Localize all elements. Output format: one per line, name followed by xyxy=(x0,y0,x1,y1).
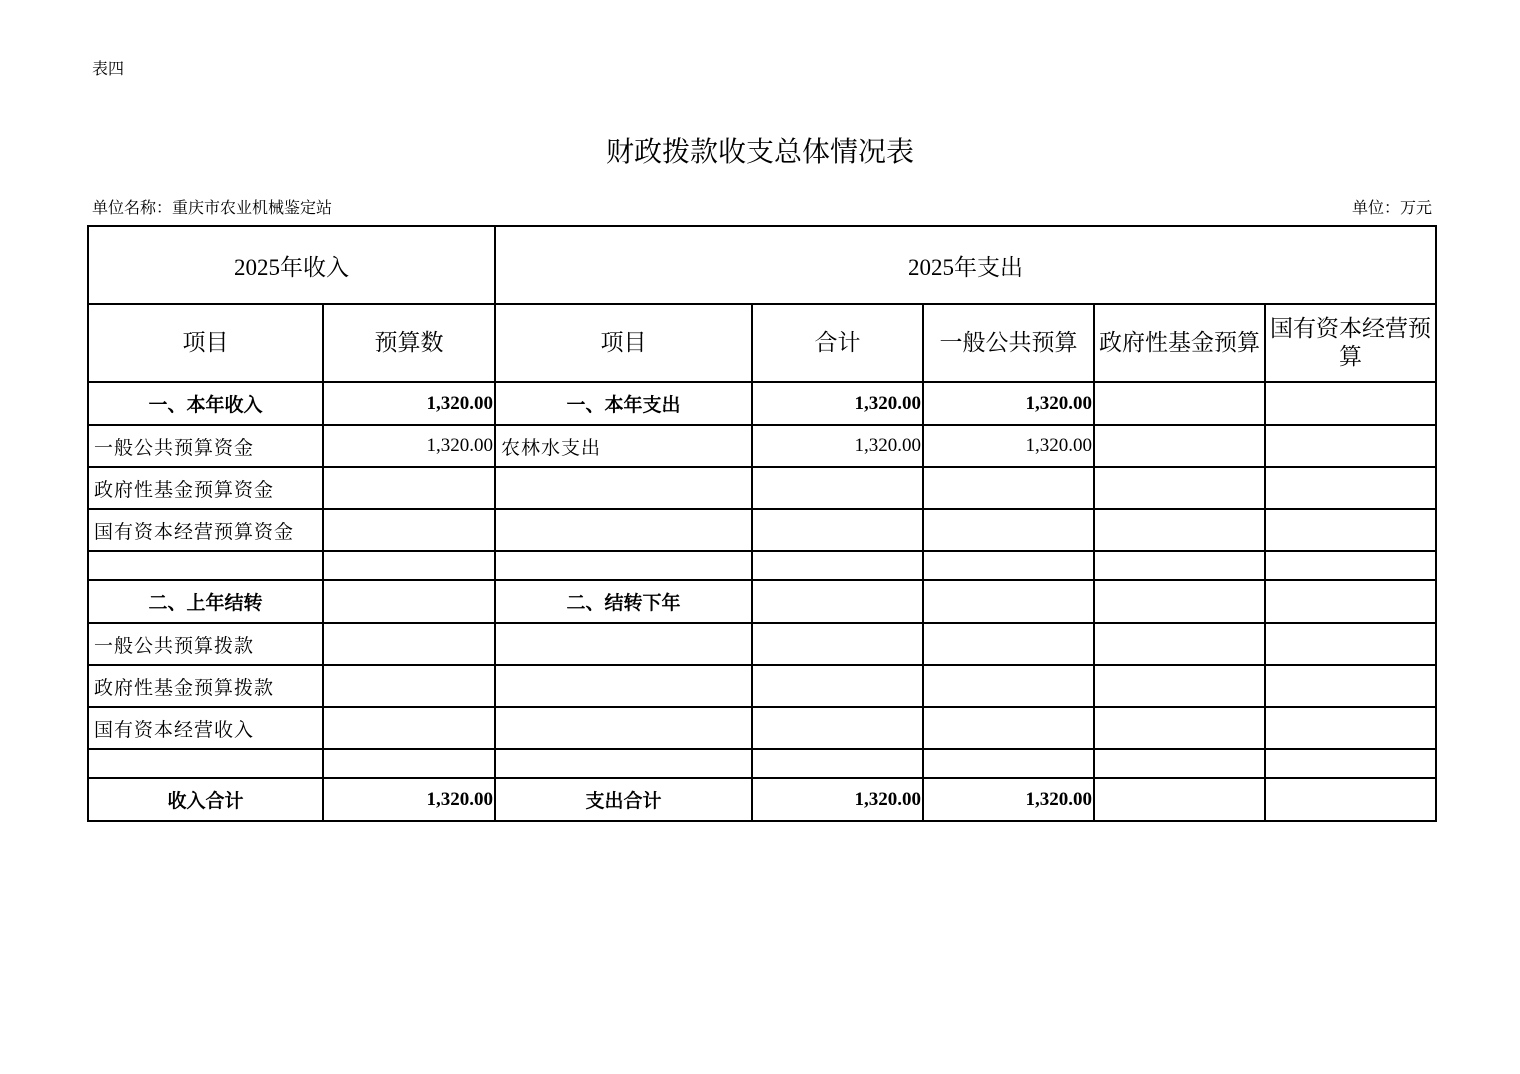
expense-item: 一、本年支出 xyxy=(495,382,752,425)
income-budget xyxy=(323,707,495,749)
table-number: 表四 xyxy=(92,61,125,78)
expense-item: 支出合计 xyxy=(495,778,752,821)
income-budget xyxy=(323,623,495,665)
col-income-budget: 预算数 xyxy=(323,304,495,382)
expense-gov-fund xyxy=(1094,707,1265,749)
income-budget xyxy=(323,467,495,509)
expense-item: 农林水支出 xyxy=(495,425,752,467)
col-income-item: 项目 xyxy=(88,304,323,382)
expense-item xyxy=(495,665,752,707)
table-row xyxy=(88,707,1436,749)
expense-header: 2025年支出 xyxy=(495,226,1436,304)
expense-general xyxy=(923,749,1094,778)
expense-total xyxy=(752,749,923,778)
expense-state-capital xyxy=(1265,509,1436,551)
income-header: 2025年收入 xyxy=(88,226,495,304)
expense-state-capital xyxy=(1265,382,1436,425)
expense-total: 1,320.00 xyxy=(752,425,923,467)
expense-state-capital xyxy=(1265,778,1436,821)
table-row xyxy=(88,425,1436,467)
budget-table xyxy=(87,225,1437,822)
expense-general xyxy=(923,551,1094,580)
total-row xyxy=(88,778,1436,821)
expense-total xyxy=(752,665,923,707)
expense-state-capital xyxy=(1265,425,1436,467)
income-item: 国有资本经营收入 xyxy=(88,707,323,749)
income-budget xyxy=(323,509,495,551)
income-budget xyxy=(323,551,495,580)
income-item: 二、上年结转 xyxy=(88,580,323,623)
table-row xyxy=(88,749,1436,778)
income-budget: 1,320.00 xyxy=(323,382,495,425)
expense-item xyxy=(495,623,752,665)
expense-gov-fund xyxy=(1094,749,1265,778)
unit-name xyxy=(92,195,332,218)
expense-state-capital xyxy=(1265,749,1436,778)
expense-gov-fund xyxy=(1094,382,1265,425)
income-budget xyxy=(323,749,495,778)
currency-unit xyxy=(1352,195,1432,218)
income-item: 一般公共预算拨款 xyxy=(88,623,323,665)
expense-gov-fund xyxy=(1094,509,1265,551)
expense-total xyxy=(752,509,923,551)
income-budget xyxy=(323,580,495,623)
expense-gov-fund xyxy=(1094,665,1265,707)
expense-gov-fund xyxy=(1094,467,1265,509)
col-expense-item: 项目 xyxy=(495,304,752,382)
income-item xyxy=(88,749,323,778)
expense-state-capital xyxy=(1265,665,1436,707)
expense-general: 1,320.00 xyxy=(923,778,1094,821)
table-row xyxy=(88,623,1436,665)
header-row-2 xyxy=(88,304,1436,382)
expense-general xyxy=(923,509,1094,551)
income-item: 收入合计 xyxy=(88,778,323,821)
expense-item xyxy=(495,551,752,580)
expense-general xyxy=(923,580,1094,623)
expense-total xyxy=(752,707,923,749)
income-item: 政府性基金预算资金 xyxy=(88,467,323,509)
expense-state-capital xyxy=(1265,551,1436,580)
table-row xyxy=(88,551,1436,580)
currency-unit-label: 单位： xyxy=(1351,200,1400,217)
expense-gov-fund xyxy=(1094,425,1265,467)
col-gov-fund-budget: 政府性基金预算 xyxy=(1094,304,1265,382)
expense-total: 1,320.00 xyxy=(752,778,923,821)
income-budget: 1,320.00 xyxy=(323,425,495,467)
expense-gov-fund xyxy=(1094,623,1265,665)
table-row xyxy=(88,665,1436,707)
expense-general: 1,320.00 xyxy=(923,425,1094,467)
expense-general xyxy=(923,623,1094,665)
income-item: 一般公共预算资金 xyxy=(88,425,323,467)
income-budget xyxy=(323,665,495,707)
expense-general xyxy=(923,467,1094,509)
header-row-1 xyxy=(88,226,1436,304)
expense-gov-fund xyxy=(1094,551,1265,580)
col-state-capital-budget: 国有资本经营预算 xyxy=(1265,304,1436,382)
expense-state-capital xyxy=(1265,623,1436,665)
col-general-budget: 一般公共预算 xyxy=(923,304,1094,382)
table-row xyxy=(88,467,1436,509)
income-item xyxy=(88,551,323,580)
expense-total xyxy=(752,580,923,623)
expense-total xyxy=(752,551,923,580)
income-item: 一、本年收入 xyxy=(88,382,323,425)
expense-state-capital xyxy=(1265,467,1436,509)
income-budget: 1,320.00 xyxy=(323,778,495,821)
expense-gov-fund xyxy=(1094,580,1265,623)
income-item: 政府性基金预算拨款 xyxy=(88,665,323,707)
expense-item xyxy=(495,509,752,551)
expense-item xyxy=(495,707,752,749)
unit-name-value: 重庆市农业机械鉴定站 xyxy=(172,200,333,217)
income-item: 国有资本经营预算资金 xyxy=(88,509,323,551)
table-row xyxy=(88,509,1436,551)
expense-state-capital xyxy=(1265,707,1436,749)
currency-unit-value: 万元 xyxy=(1399,200,1432,217)
expense-total: 1,320.00 xyxy=(752,382,923,425)
document-title: 财政拨款收支总体情况表 xyxy=(605,137,914,168)
table-row xyxy=(88,382,1436,425)
col-total: 合计 xyxy=(752,304,923,382)
expense-item xyxy=(495,467,752,509)
expense-state-capital xyxy=(1265,580,1436,623)
table-row xyxy=(88,580,1436,623)
expense-gov-fund xyxy=(1094,778,1265,821)
expense-total xyxy=(752,623,923,665)
expense-general xyxy=(923,665,1094,707)
expense-item: 二、结转下年 xyxy=(495,580,752,623)
expense-general xyxy=(923,707,1094,749)
unit-name-label: 单位名称： xyxy=(92,200,173,217)
expense-item xyxy=(495,749,752,778)
expense-total xyxy=(752,467,923,509)
expense-general: 1,320.00 xyxy=(923,382,1094,425)
